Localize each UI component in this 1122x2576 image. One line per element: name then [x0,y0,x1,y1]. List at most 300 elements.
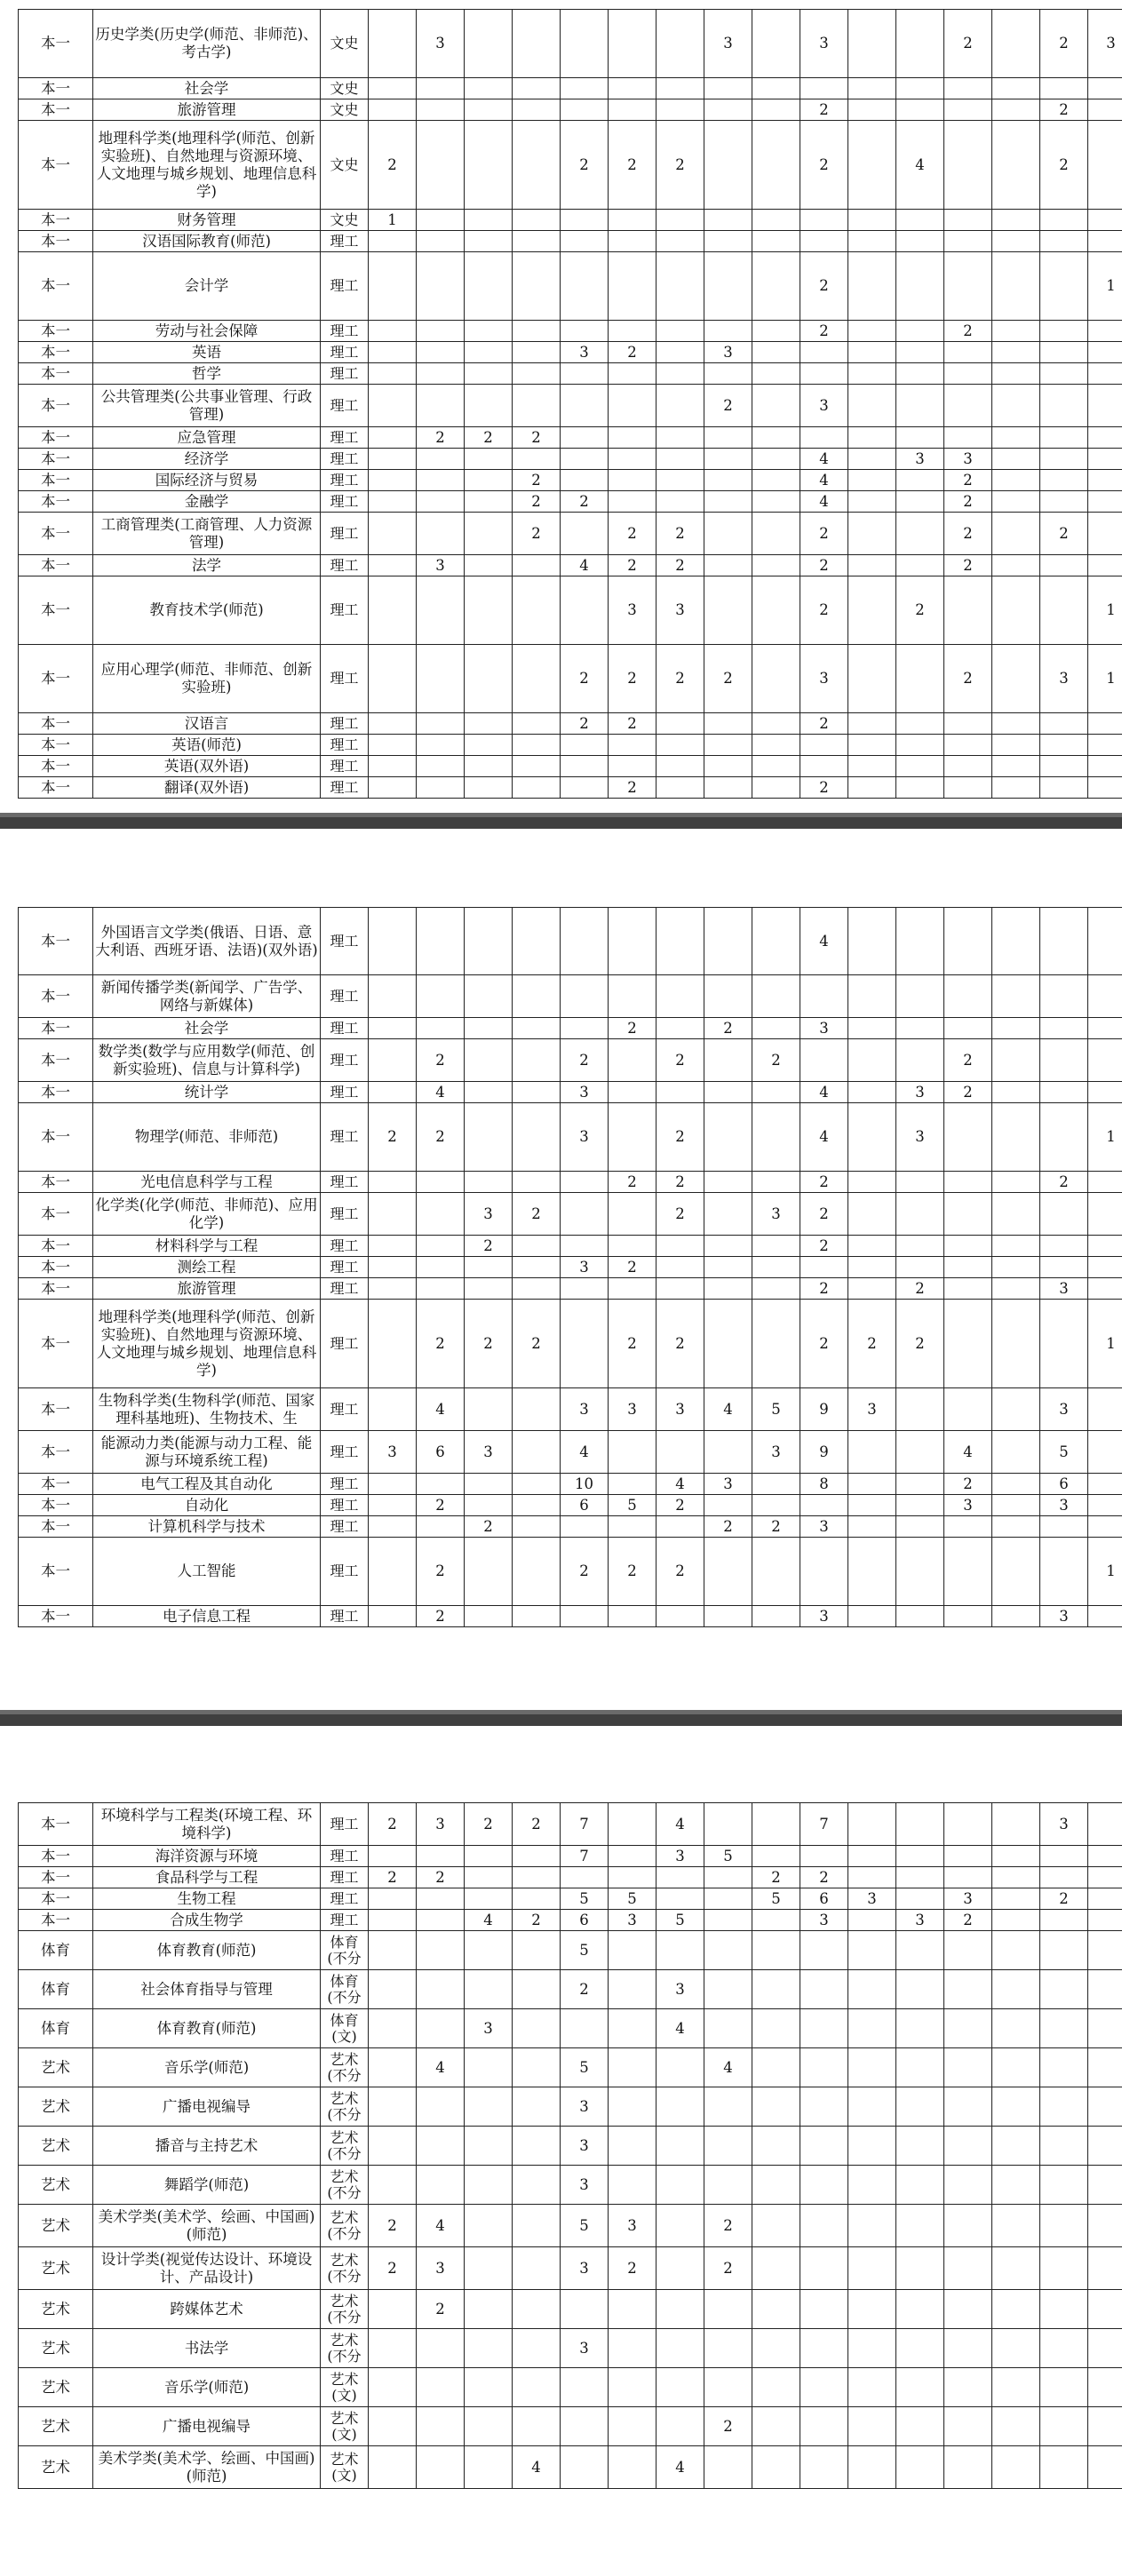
table-row [19,231,1122,252]
quota-cell: 4 [800,908,848,975]
quota-cell [944,1193,992,1236]
quota-cell [848,1931,896,1970]
subject-type-cell: 理工 [321,576,369,645]
quota-cell [1088,363,1122,385]
quota-cell [561,1867,609,1888]
quota-cell [1040,1039,1088,1082]
major-cell: 英语 [93,342,321,363]
quota-cell [609,1039,656,1082]
quota-cell: 5 [561,2048,609,2087]
table-row [19,1172,1122,1193]
quota-cell [704,555,752,576]
quota-cell [465,975,513,1018]
quota-cell [992,2407,1040,2446]
quota-cell: 2 [704,2407,752,2446]
quota-cell [417,1910,465,1931]
quota-cell [656,2290,704,2329]
batch-cell: 本一 [19,1910,93,1931]
quota-cell [465,1495,513,1516]
quota-cell: 5 [704,1846,752,1867]
table-row [19,78,1122,99]
quota-cell [752,231,800,252]
quota-cell [752,2048,800,2087]
quota-cell [944,1257,992,1278]
quota-cell: 3 [561,2127,609,2166]
quota-cell [369,2290,417,2329]
quota-cell: 3 [561,1103,609,1172]
quota-cell [513,2329,561,2368]
table-row [19,1039,1122,1082]
subject-type-cell: 理工 [321,1910,369,1931]
quota-cell [896,2087,944,2127]
quota-cell [417,735,465,756]
quota-cell [417,777,465,799]
quota-cell: 3 [465,1193,513,1236]
quota-cell [513,121,561,210]
quota-cell [704,2087,752,2127]
batch-cell: 本一 [19,1236,93,1257]
quota-cell [561,2407,609,2446]
batch-cell: 本一 [19,210,93,231]
quota-cell [752,1970,800,2009]
quota-cell [752,1910,800,1931]
quota-cell [896,1867,944,1888]
quota-cell: 4 [704,2048,752,2087]
major-cell: 法学 [93,555,321,576]
quota-cell: 5 [561,1931,609,1970]
table-row [19,777,1122,799]
batch-cell: 本一 [19,1388,93,1431]
quota-cell [609,210,656,231]
quota-cell [1088,210,1122,231]
quota-cell [704,2329,752,2368]
quota-cell [656,2087,704,2127]
quota-cell [752,1846,800,1867]
quota-cell [800,1257,848,1278]
quota-cell [800,231,848,252]
quota-cell [848,2205,896,2247]
batch-cell: 本一 [19,1018,93,1039]
quota-cell: 3 [800,1606,848,1627]
quota-cell [417,975,465,1018]
quota-cell [561,2009,609,2048]
quota-cell [752,10,800,78]
quota-cell [704,1970,752,2009]
quota-cell [656,975,704,1018]
quota-cell [848,78,896,99]
quota-cell [848,1803,896,1846]
quota-cell [944,2368,992,2407]
page-separator [0,813,1122,829]
major-cell: 社会学 [93,1018,321,1039]
table-row [19,363,1122,385]
quota-cell: 2 [561,1970,609,2009]
table-row [19,1300,1122,1388]
quota-cell [465,1867,513,1888]
quota-cell [896,2205,944,2247]
quota-cell: 2 [656,1300,704,1388]
quota-cell [1040,2247,1088,2290]
quota-cell [896,385,944,427]
quota-cell [465,756,513,777]
quota-cell [1088,121,1122,210]
quota-cell [704,1257,752,1278]
quota-cell: 2 [656,1039,704,1082]
batch-cell: 本一 [19,1606,93,1627]
table-row [19,908,1122,975]
quota-cell [609,1867,656,1888]
quota-cell [513,2205,561,2247]
quota-cell: 3 [896,1103,944,1172]
batch-cell: 艺术 [19,2290,93,2329]
quota-cell [992,10,1040,78]
quota-cell [609,1278,656,1300]
quota-cell: 3 [1040,1803,1088,1846]
table-row [19,513,1122,555]
major-cell: 计算机科学与技术 [93,1516,321,1538]
quota-cell [752,2329,800,2368]
quota-cell [752,2166,800,2205]
subject-type-cell: 理工 [321,513,369,555]
quota-cell [513,1257,561,1278]
batch-cell: 本一 [19,491,93,513]
quota-cell [944,121,992,210]
quota-cell [1040,1516,1088,1538]
quota-cell [896,756,944,777]
major-cell: 国际经济与贸易 [93,470,321,491]
quota-cell: 2 [1040,10,1088,78]
quota-cell: 2 [609,121,656,210]
major-cell: 公共管理类(公共事业管理、行政管理) [93,385,321,427]
quota-cell [513,735,561,756]
quota-cell [369,1888,417,1910]
quota-cell [1088,491,1122,513]
quota-cell: 2 [800,713,848,735]
quota-cell [752,756,800,777]
quota-cell [944,1236,992,1257]
quota-cell [992,2329,1040,2368]
quota-cell: 1 [1088,1103,1122,1172]
quota-cell [369,78,417,99]
quota-cell: 3 [465,2009,513,2048]
major-cell: 人工智能 [93,1538,321,1606]
quota-cell: 2 [944,555,992,576]
quota-cell: 1 [1088,1538,1122,1606]
quota-cell: 2 [417,1495,465,1516]
quota-cell [369,2127,417,2166]
subject-type-cell: 理工 [321,1538,369,1606]
quota-cell: 2 [369,1103,417,1172]
quota-cell [1040,1970,1088,2009]
batch-cell: 本一 [19,10,93,78]
table-row [19,1278,1122,1300]
batch-cell: 本一 [19,756,93,777]
quota-cell [752,2368,800,2407]
quota-cell [417,363,465,385]
quota-cell: 2 [752,1516,800,1538]
batch-cell: 本一 [19,363,93,385]
quota-cell [752,645,800,713]
quota-cell: 2 [800,1193,848,1236]
quota-cell [1040,231,1088,252]
quota-cell [513,2048,561,2087]
quota-cell: 3 [944,449,992,470]
major-cell: 教育技术学(师范) [93,576,321,645]
quota-cell [704,2368,752,2407]
quota-cell [417,121,465,210]
quota-cell [513,908,561,975]
quota-cell [1088,2247,1122,2290]
quota-cell [704,1172,752,1193]
quota-cell [1040,2127,1088,2166]
major-cell: 体育教育(师范) [93,2009,321,2048]
quota-cell [992,321,1040,342]
major-cell: 物理学(师范、非师范) [93,1103,321,1172]
subject-type-cell: 艺术(不分 [321,2247,369,2290]
quota-cell: 2 [417,1867,465,1888]
quota-cell [848,777,896,799]
major-cell: 旅游管理 [93,99,321,121]
quota-cell [369,1388,417,1431]
quota-cell [992,1300,1040,1388]
batch-cell: 艺术 [19,2166,93,2205]
quota-cell: 3 [800,645,848,713]
quota-cell [417,1846,465,1867]
quota-cell [944,2446,992,2489]
subject-type-cell: 理工 [321,1846,369,1867]
major-cell: 海洋资源与环境 [93,1846,321,1867]
quota-cell [1040,2087,1088,2127]
quota-cell [369,449,417,470]
quota-cell [800,78,848,99]
quota-cell [800,756,848,777]
table-row [19,342,1122,363]
quota-cell [896,252,944,321]
quota-cell [896,1388,944,1431]
quota-cell [465,1846,513,1867]
quota-cell [656,449,704,470]
quota-cell: 3 [1088,10,1122,78]
quota-cell [417,2407,465,2446]
quota-cell [1088,735,1122,756]
quota-cell [944,975,992,1018]
table-row [19,10,1122,78]
quota-cell [1088,2329,1122,2368]
quota-cell [561,1172,609,1193]
quota-cell: 2 [800,777,848,799]
subject-type-cell: 理工 [321,1193,369,1236]
quota-cell [944,908,992,975]
subject-type-cell: 理工 [321,252,369,321]
major-cell: 社会体育指导与管理 [93,1970,321,2009]
quota-cell [944,252,992,321]
quota-cell [656,1257,704,1278]
quota-cell [465,2407,513,2446]
quota-cell [513,1606,561,1627]
quota-cell [848,1606,896,1627]
subject-type-cell: 理工 [321,1039,369,1082]
table-row [19,1474,1122,1495]
quota-cell [848,2446,896,2489]
quota-cell: 3 [800,10,848,78]
quota-cell: 2 [609,1300,656,1388]
quota-cell [992,2048,1040,2087]
major-cell: 英语(师范) [93,735,321,756]
quota-cell [896,1846,944,1867]
quota-cell [513,1495,561,1516]
quota-cell: 2 [561,713,609,735]
quota-cell [944,231,992,252]
quota-cell [1088,1970,1122,2009]
table-row [19,975,1122,1018]
quota-cell [1088,470,1122,491]
quota-cell [609,735,656,756]
quota-cell: 5 [609,1888,656,1910]
quota-cell [369,1193,417,1236]
quota-cell: 3 [656,1388,704,1431]
quota-cell [896,1495,944,1516]
quota-cell [656,1516,704,1538]
quota-cell: 2 [513,427,561,449]
quota-cell [704,1538,752,1606]
quota-cell [704,513,752,555]
batch-cell: 艺术 [19,2407,93,2446]
quota-cell [1088,1257,1122,1278]
quota-cell [848,975,896,1018]
quota-cell [848,1846,896,1867]
quota-cell [513,449,561,470]
quota-cell: 2 [609,1018,656,1039]
quota-cell [609,975,656,1018]
quota-cell [704,908,752,975]
quota-cell: 4 [800,491,848,513]
quota-cell: 6 [800,1888,848,1910]
quota-cell [800,975,848,1018]
quota-cell [417,1931,465,1970]
subject-type-cell: 理工 [321,449,369,470]
quota-cell [656,363,704,385]
subject-type-cell: 理工 [321,975,369,1018]
quota-cell: 2 [465,1300,513,1388]
quota-cell [656,1431,704,1474]
table-row [19,576,1122,645]
quota-cell [561,210,609,231]
quota-cell [369,1039,417,1082]
quota-cell [561,1516,609,1538]
quota-cell [1088,1516,1122,1538]
major-cell: 广播电视编导 [93,2087,321,2127]
quota-cell: 3 [1040,645,1088,713]
subject-type-cell: 理工 [321,1388,369,1431]
quota-cell: 3 [417,2247,465,2290]
quota-cell [848,1516,896,1538]
quota-cell [896,735,944,756]
quota-cell [896,908,944,975]
quota-cell [513,1388,561,1431]
table-row [19,121,1122,210]
quota-cell [656,908,704,975]
quota-cell [609,2329,656,2368]
major-cell: 能源动力类(能源与动力工程、能源与环境系统工程) [93,1431,321,1474]
subject-type-cell: 理工 [321,645,369,713]
table-row [19,2329,1122,2368]
batch-cell: 本一 [19,1803,93,1846]
quota-cell: 2 [800,321,848,342]
quota-cell [1088,1018,1122,1039]
quota-cell [561,1236,609,1257]
quota-cell [704,2290,752,2329]
quota-cell: 2 [704,385,752,427]
quota-cell [992,1538,1040,1606]
quota-cell: 3 [656,1846,704,1867]
quota-cell [369,2446,417,2489]
quota-cell [944,735,992,756]
quota-cell [848,2290,896,2329]
quota-cell [1040,252,1088,321]
quota-cell: 2 [609,555,656,576]
quota-cell [800,2127,848,2166]
quota-cell [656,2048,704,2087]
quota-cell [656,1888,704,1910]
quota-cell: 2 [704,2205,752,2247]
quota-cell: 2 [944,645,992,713]
quota-cell [656,777,704,799]
quota-cell [800,2087,848,2127]
quota-cell [1040,2446,1088,2489]
major-cell: 哲学 [93,363,321,385]
batch-cell: 艺术 [19,2048,93,2087]
quota-cell [1040,470,1088,491]
quota-cell [1040,1193,1088,1236]
quota-cell [417,385,465,427]
quota-cell [896,321,944,342]
quota-cell [561,576,609,645]
quota-cell [1040,385,1088,427]
quota-cell [656,2329,704,2368]
quota-cell [369,363,417,385]
quota-cell [1040,975,1088,1018]
subject-type-cell: 理工 [321,1803,369,1846]
quota-cell [513,1538,561,1606]
quota-cell [848,449,896,470]
quota-cell: 4 [800,470,848,491]
quota-cell [896,1931,944,1970]
quota-cell [656,470,704,491]
quota-cell: 3 [704,342,752,363]
quota-cell [369,321,417,342]
quota-cell: 4 [656,1803,704,1846]
quota-cell [1088,78,1122,99]
quota-cell [1088,1931,1122,1970]
quota-cell [1088,231,1122,252]
major-cell: 劳动与社会保障 [93,321,321,342]
quota-cell [800,2368,848,2407]
quota-cell [992,1257,1040,1278]
quota-cell [369,99,417,121]
quota-cell [704,2446,752,2489]
quota-cell [992,252,1040,321]
quota-cell [848,713,896,735]
quota-cell [896,513,944,555]
quota-cell: 2 [848,1300,896,1388]
enrollment-table-page-2 [18,907,1122,1627]
major-cell: 统计学 [93,1082,321,1103]
quota-cell: 2 [417,1103,465,1172]
quota-cell [465,10,513,78]
quota-cell [656,252,704,321]
quota-cell [1040,1018,1088,1039]
quota-cell [992,1431,1040,1474]
